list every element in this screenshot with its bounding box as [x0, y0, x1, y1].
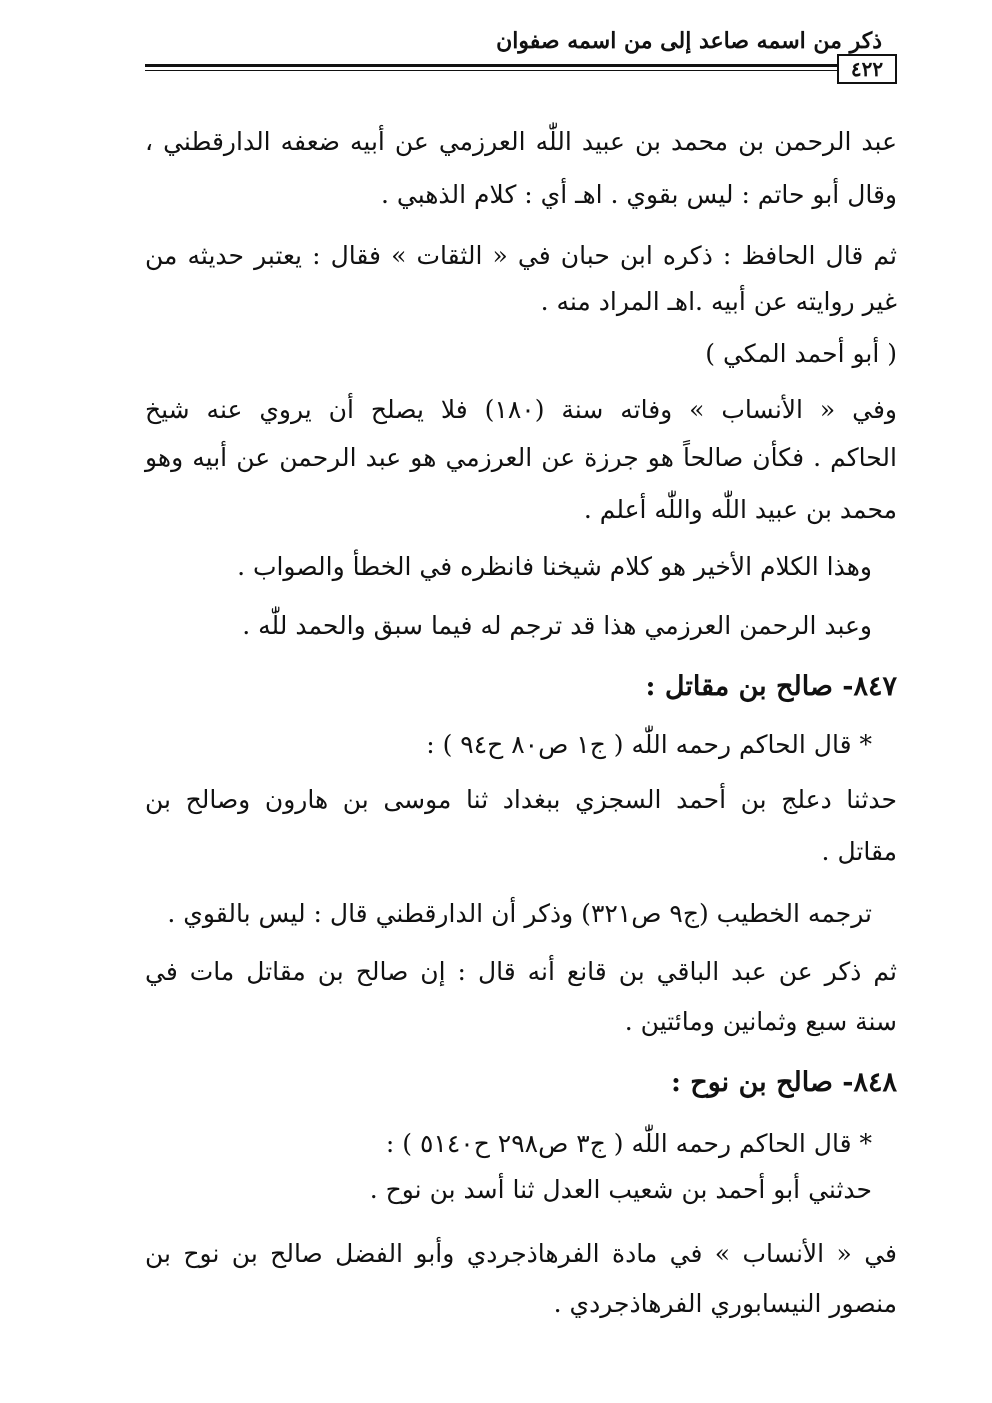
text-line: ترجمه الخطيب (ج٩ ص٣٢١) وذكر أن الدارقطني قال : ليس بالقوي .	[167, 899, 872, 928]
running-title: ذكر من اسمه صاعد إلى من اسمه صفوان	[496, 28, 882, 54]
text-line: * قال الحاكم رحمه اللّٰه ( ج٣ ص٢٩٨ ح٥١٤٠ ) :	[385, 1129, 872, 1158]
text-line: عبد الرحمن بن محمد بن عبيد اللّٰه العرزمي عن أبيه ضعفه الدارقطني ،	[145, 127, 897, 156]
text-line: منصور النيسابوري الفرهاذجردي .	[553, 1289, 897, 1318]
text-line: في « الأنساب » في مادة الفرهاذجردي وأبو الفضل صالح بن نوح بن	[145, 1239, 897, 1268]
entry-heading: ٨٤٨- صالح بن نوح :	[670, 1067, 897, 1098]
page-number: ٤٢٢	[837, 54, 897, 84]
text-line: وقال أبو حاتم : ليس بقوي . اهـ أي : كلام الذهبي .	[380, 180, 897, 209]
text-line: وفي « الأنساب » وفاته سنة (١٨٠) فلا يصلح أن يروي عنه شيخ	[145, 395, 897, 424]
text-line: سنة سبع وثمانين ومائتين .	[624, 1007, 897, 1036]
text-line: غير روايته عن أبيه .اهـ المراد منه .	[540, 287, 897, 316]
text-line: حدثنا دعلج بن أحمد السجزي ببغداد ثنا موسى بن هارون وصالح بن	[145, 785, 897, 814]
text-line: مقاتل .	[821, 837, 897, 866]
entry-heading: ٨٤٧- صالح بن مقاتل :	[645, 671, 897, 702]
text-line: وهذا الكلام الأخير هو كلام شيخنا فانظره في الخطأ والصواب .	[237, 552, 872, 581]
text-line: ثم قال الحافظ : ذكره ابن حبان في « الثقات » فقال : يعتبر حديثه من	[145, 241, 897, 270]
text-line: حدثني أبو أحمد بن شعيب العدل ثنا أسد بن نوح .	[369, 1175, 872, 1204]
text-line: محمد بن عبيد اللّٰه واللّٰه أعلم .	[583, 495, 897, 524]
text-line: الحاكم . فكأن صالحاً هو جرزة عن العرزمي هو عبد الرحمن عن أبيه وهو	[145, 443, 897, 472]
text-line: وعبد الرحمن العرزمي هذا قد ترجم له فيما سبق والحمد للّٰه .	[242, 611, 872, 640]
section-label: ( أبو أحمد المكي )	[705, 339, 897, 368]
header-rule	[145, 64, 837, 67]
header-rule-thin	[145, 70, 837, 71]
text-line: * قال الحاكم رحمه اللّٰه ( ج١ ص٨٠ ح٩٤ ) :	[426, 730, 872, 759]
text-line: ثم ذكر عن عبد الباقي بن قانع أنه قال : إن صالح بن مقاتل مات في	[145, 957, 897, 986]
